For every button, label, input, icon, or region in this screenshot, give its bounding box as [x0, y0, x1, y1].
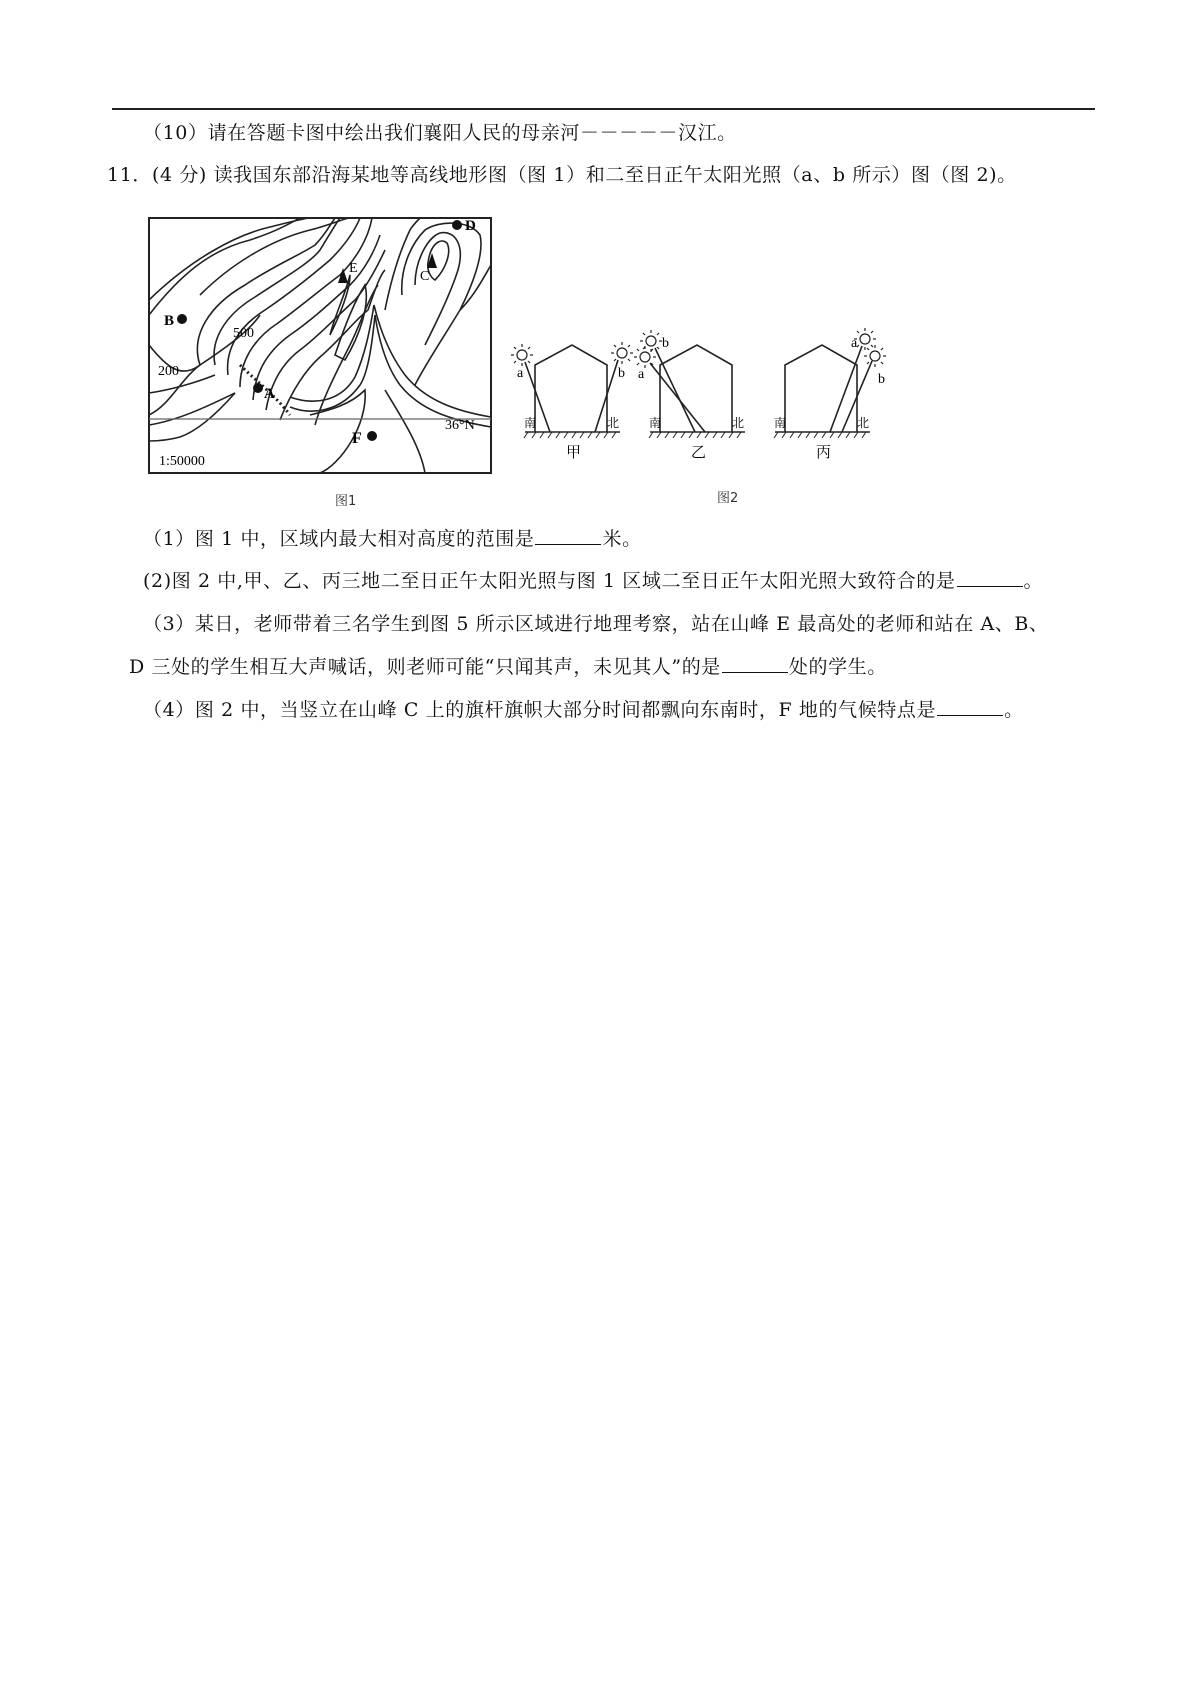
- label-south: 南: [774, 416, 787, 430]
- sub-question-2: (2)图 2 中,甲、乙、丙三地二至日正午太阳光照与图 1 区域二至日正午太阳光照大致符合的是 。: [143, 570, 1044, 592]
- svg-text:E: E: [349, 261, 358, 276]
- answer-blank[interactable]: [535, 530, 601, 545]
- svg-text:D: D: [465, 218, 476, 234]
- svg-text:B: B: [164, 313, 175, 329]
- figure-2-caption: 图2: [717, 491, 739, 506]
- label-south: 南: [524, 416, 537, 430]
- question-10: （10）请在答题卡图中绘出我们襄阳人民的母亲河－－－－－汉江。: [143, 122, 737, 144]
- sub-question-3: （3）某日，老师带着三名学生到图 5 所示区域进行地理考察，站在山峰 E 最高处的老师和站在 A、B、: [143, 613, 1049, 635]
- contour-map-figure: [140, 215, 500, 485]
- label-north: 北: [732, 416, 745, 430]
- sun-label-a: a: [851, 336, 858, 351]
- house-name: 甲: [566, 445, 582, 461]
- svg-text:C: C: [420, 269, 430, 284]
- sun-label-a: a: [517, 366, 524, 381]
- answer-blank[interactable]: [957, 572, 1023, 587]
- sun-label-b: b: [662, 336, 669, 351]
- contour-label-200: 200: [158, 364, 179, 379]
- question-11-stem: 11．(4 分) 读我国东部沿海某地等高线地形图（图 1）和二至日正午太阳光照（a、b 所示）图（图 2)。: [107, 164, 1017, 186]
- label-south: 南: [649, 416, 662, 430]
- svg-text:F: F: [352, 430, 362, 447]
- house-name: 乙: [691, 445, 707, 461]
- house-bing: [774, 328, 886, 461]
- house-name: 丙: [816, 445, 832, 461]
- svg-text:A: A: [264, 386, 275, 402]
- latitude-label: 36°N: [445, 418, 475, 433]
- sun-label-b: b: [878, 372, 885, 387]
- sunlight-figure: [517, 336, 905, 465]
- sun-label-a: a: [638, 367, 645, 382]
- label-north: 北: [857, 416, 870, 430]
- sub-question-4: （4）图 2 中，当竖立在山峰 C 上的旗杆旗帜大部分时间都飘向东南时，F 地的气候特点是 。: [143, 699, 1024, 721]
- answer-blank[interactable]: [937, 701, 1003, 716]
- sun-label-b: b: [618, 366, 625, 381]
- sub-question-1: （1）图 1 中，区域内最大相对高度的范围是 米。: [143, 528, 642, 550]
- house-yi: [634, 330, 745, 461]
- figure-1-caption: 图1: [335, 494, 357, 509]
- house-jia: [511, 342, 633, 461]
- top-rule: [112, 108, 1095, 110]
- label-north: 北: [607, 416, 620, 430]
- answer-blank[interactable]: [722, 658, 788, 673]
- sub-question-3-cont: D 三处的学生相互大声喊话，则老师可能“只闻其声，未见其人”的是 处的学生。: [129, 656, 887, 678]
- contour-label-500: 500: [233, 326, 254, 341]
- scale-label: 1:50000: [159, 454, 205, 469]
